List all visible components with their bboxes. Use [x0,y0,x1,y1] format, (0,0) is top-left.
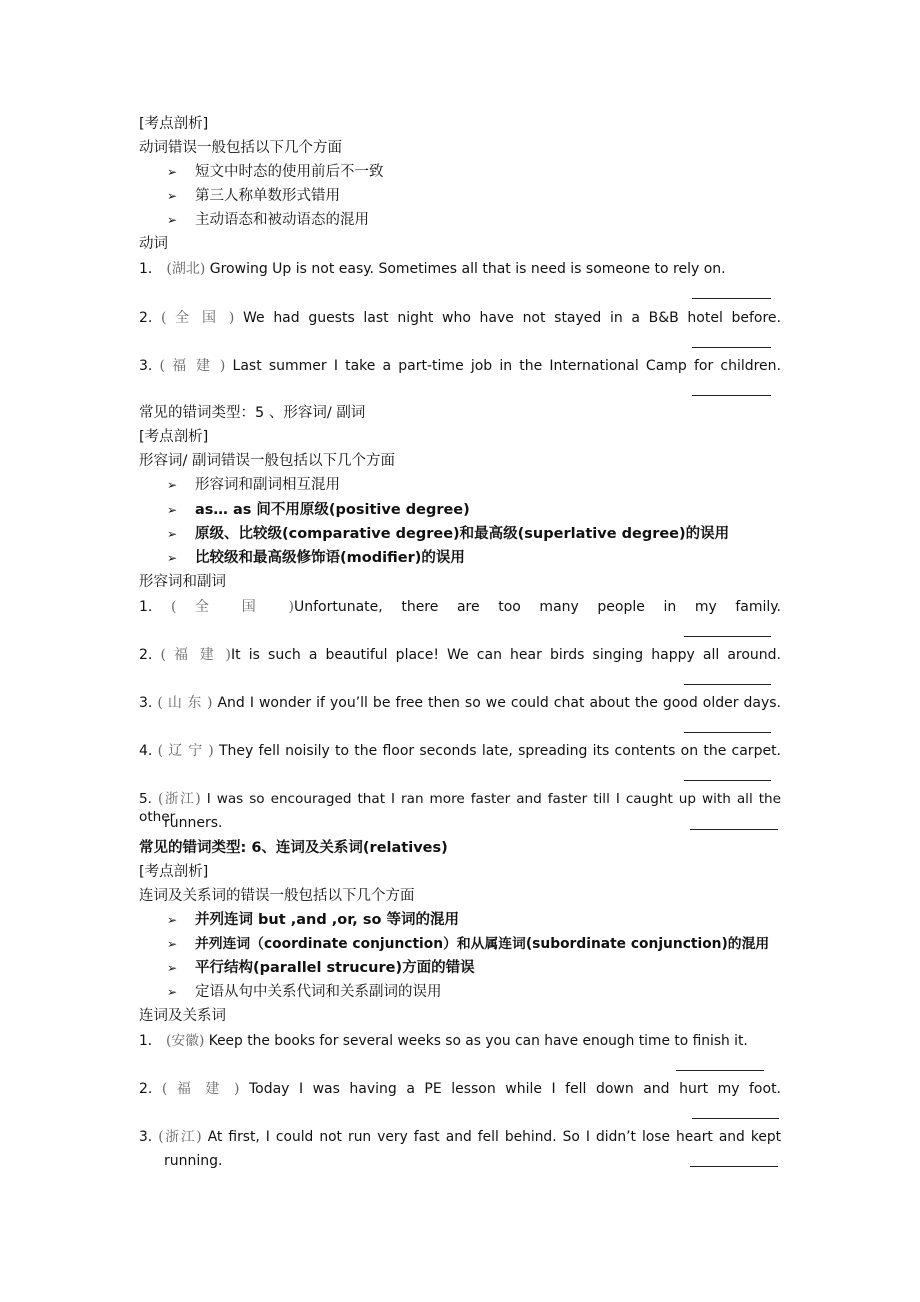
analysis-title: [考点剖析] [139,864,209,880]
question [139,598,781,616]
question-number: 1． [139,261,162,277]
section-intro: 连词及关系词的错误一般包括以下几个方面 [139,888,415,904]
analysis-title: [考点剖析] [139,116,209,132]
arrow-bullet-icon: ➢ [167,165,178,179]
bullet-text: 比较级和最高级修饰语(modifier)的误用 [195,550,465,566]
bullet-item [167,983,767,1001]
bullet-item [167,211,767,229]
bullet-item [167,935,770,953]
question-continuation: runners. [164,815,223,831]
bullet-text: as… as 间不用原级(positive degree) [195,502,470,518]
question-text: And I wonder if you’ll be free then so we could chat about the good older days. [212,695,781,711]
question-number: 1. [139,599,153,615]
province: ( 全 国 ) [170,599,294,615]
province: ( 山 东 ) [157,695,213,711]
province: ( 福 建 ) [161,1081,240,1097]
question-text: Today I was having a PE lesson while I fell down and hurt my foot. [239,1081,782,1097]
bullet-text: 形容词和副词相互混用 [195,477,340,493]
question-text: Unfortunate, there are too many people in my family. [294,599,782,615]
bullet-text: 第三人称单数形式错用 [195,188,340,204]
province: ( 辽 宁 ) [157,743,214,759]
question [139,357,781,375]
arrow-bullet-icon: ➢ [167,913,178,927]
error-type-title: 常见的错词类型：5 、形容词/ 副词 [139,405,366,421]
answer-blank[interactable] [692,1118,779,1119]
answer-blank[interactable] [690,829,778,830]
question-number: 3. [139,358,153,374]
bullet-item [167,501,767,519]
question [139,694,781,712]
question-number: 2. [139,1081,153,1097]
section-intro: 形容词/ 副词错误一般包括以下几个方面 [139,453,395,469]
answer-blank[interactable] [692,298,771,299]
question-text: I was so encouraged that I ran more faster and faster till I caught up with all the other [139,791,782,825]
bullet-item [167,549,767,567]
arrow-bullet-icon: ➢ [167,213,178,227]
province: ( 福 建 ) [160,647,232,663]
arrow-bullet-icon: ➢ [167,551,178,565]
question-text: They fell noisily to the floor seconds late, spreading its contents on the carpet. [213,743,782,759]
answer-blank[interactable] [690,1166,778,1167]
question [139,742,781,760]
arrow-bullet-icon: ➢ [167,478,178,492]
bullet-text: 并列连词 but ,and ,or, so 等词的混用 [195,912,459,928]
question-text: We had guests last night who have not stayed in a B&B hotel before. [234,310,782,326]
arrow-bullet-icon: ➢ [167,985,178,999]
province: ( 福 建 ) [159,358,226,374]
answer-blank[interactable] [684,732,771,733]
bullet-item [167,959,767,977]
section-intro: 动词错误一般包括以下几个方面 [139,140,342,156]
question-number: 2. [139,310,153,326]
bullet-item [167,187,767,205]
province: ( 全 国 ) [161,310,235,326]
question [139,260,781,278]
bullet-text: 原级、比较级(comparative degree)和最高级(superlative degree)的误用 [195,526,730,542]
question-text: At first, I could not run very fast and fell behind. So I didn’t lose heart and kept [201,1129,782,1145]
question [139,1080,781,1098]
question-number: 1． [139,1033,162,1049]
question-number: 5. [139,791,152,807]
error-type-title: 常见的错词类型: 6、连词及关系词(relatives) [139,840,448,856]
question-text: It is such a beautiful place! We can hear birds singing happy all around. [231,647,781,663]
question [139,309,781,327]
province: (安徽) [165,1033,205,1049]
arrow-bullet-icon: ➢ [167,189,178,203]
answer-blank[interactable] [684,684,771,685]
arrow-bullet-icon: ➢ [167,527,178,541]
bullet-text: 并列连词（coordinate conjunction）和从属连词(subordinate conjunction)的混用 [195,936,770,952]
question [139,646,781,664]
section-heading: 形容词和副词 [139,574,226,590]
question-text: Last summer I take a part-time job in the International Camp for children. [225,358,781,374]
question-text: Growing Up is not easy. Sometimes all that is need is someone to rely on. [205,261,726,277]
question [139,1128,781,1146]
arrow-bullet-icon: ➢ [167,937,178,951]
province: (浙江) [158,1129,202,1145]
analysis-title: [考点剖析] [139,429,209,445]
answer-blank[interactable] [692,347,771,348]
province: (湖北) [166,261,206,277]
answer-blank[interactable] [692,395,771,396]
bullet-text: 定语从句中关系代词和关系副词的误用 [195,984,442,1000]
bullet-text: 平行结构(parallel strucure)方面的错误 [195,960,475,976]
arrow-bullet-icon: ➢ [167,503,178,517]
answer-blank[interactable] [676,1070,764,1071]
province: (浙江) [157,791,201,807]
question-number: 2. [139,647,153,663]
question-number: 3. [139,695,153,711]
bullet-item [167,476,767,494]
question-text: Keep the books for several weeks so as you can have enough time to finish it. [204,1033,748,1049]
section-heading: 连词及关系词 [139,1008,226,1024]
bullet-item [167,163,767,181]
bullet-text: 主动语态和被动语态的混用 [195,212,369,228]
bullet-item [167,911,767,929]
answer-blank[interactable] [684,636,771,637]
arrow-bullet-icon: ➢ [167,961,178,975]
answer-blank[interactable] [684,780,771,781]
section-heading: 动词 [139,236,168,252]
bullet-text: 短文中时态的使用前后不一致 [195,164,384,180]
bullet-item [167,525,767,543]
question-number: 3. [139,1129,153,1145]
question-continuation: running. [164,1153,223,1169]
question [139,1032,781,1050]
question-number: 4. [139,743,153,759]
